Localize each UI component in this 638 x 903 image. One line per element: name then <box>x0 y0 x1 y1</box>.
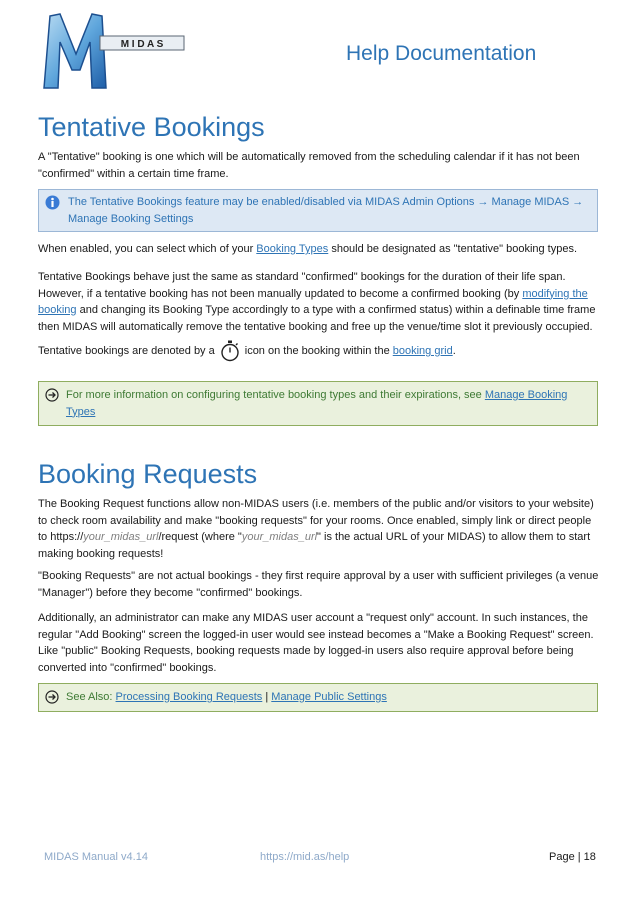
manage-public-settings-link[interactable]: Manage Public Settings <box>271 691 387 703</box>
tentative-heading: Tentative Bookings <box>38 112 265 142</box>
footer-manual-version: MIDAS Manual v4.14 <box>44 851 148 863</box>
footer-url: https://mid.as/help <box>260 851 350 863</box>
booking-types-link[interactable]: Booking Types <box>256 243 329 255</box>
tentative-paragraph-4: Tentative bookings are denoted by a icon on the booking within the booking grid. <box>38 340 600 362</box>
requests-paragraph-1: The Booking Request functions allow non-MIDAS users (i.e. members of the public and/or visitors to your website) to check room availability and make "booking requests" for your rooms. Once enabled, simply link or direct people to https://your_midas_url/request (where "your_midas_url" is the actual URL of your MIDAS) to allow them to start making booking requests! <box>38 498 594 560</box>
requests-paragraph-2: "Booking Requests" are not actual bookings - they first require approval by a user with sufficient privileges (a venue "Manager") before they become "confirmed" bookings. <box>38 570 599 599</box>
tentative-intro: A "Tentative" booking is one which will be automatically removed from the scheduling calendar if it has not been "confirmed" within a certain time frame. <box>38 151 580 180</box>
manage-booking-types-link[interactable]: Manage Booking Types <box>66 389 568 418</box>
requests-paragraph-3: Additionally, an administrator can make any MIDAS user account a "request only" account. In such instances, the regular "Add Booking" screen the logged-in user would see instead becomes a "Make a Booking Request" screen. Like "public" Booking Requests, booking requests made by logged-in users also require approval before being converted into "confirmed" bookings. <box>38 612 594 674</box>
info-note-box <box>38 189 598 232</box>
requests-see-also-box: See Also: Processing Booking Requests | Manage Public Settings <box>38 683 598 712</box>
stopwatch-icon <box>219 340 241 362</box>
requests-heading: Booking Requests <box>38 459 258 489</box>
booking-grid-link[interactable]: booking grid <box>392 344 453 357</box>
tentative-paragraph-2: When enabled, you can select which of your Booking Types should be designated as "tentative" booking types. <box>38 243 578 255</box>
tentative-paragraph-3: Tentative Bookings behave just the same as standard "confirmed" bookings for the duration of their life span. However, if a tentative booking has not been manually updated to become a confirmed booking (by modifying the booking and changing its Booking Type accordingly to a type with a confirmed status) within a definable time frame then MIDAS will automatically remove the tentative booking and free up the venue/time slot it previously occupied. <box>38 271 596 333</box>
arrow-circle-icon <box>45 388 60 403</box>
header-title: Help Documentation <box>346 42 537 65</box>
info-note-text: The Tentative Bookings feature may be enabled/disabled via MIDAS Admin Options → Manage MIDAS → Manage Booking Settings <box>68 196 584 225</box>
midas-logo <box>36 10 186 92</box>
footer-page-number: Page | 18 <box>549 851 596 863</box>
logo-text: M I D A S <box>120 39 164 50</box>
processing-booking-requests-link[interactable]: Processing Booking Requests <box>115 691 263 703</box>
tentative-see-also-box: For more information on configuring tentative booking types and their expirations, see Manage Booking Types <box>38 381 598 426</box>
arrow-circle-icon <box>45 690 60 705</box>
modifying-booking-link[interactable]: modifying the booking <box>38 287 588 316</box>
info-icon <box>45 195 60 210</box>
